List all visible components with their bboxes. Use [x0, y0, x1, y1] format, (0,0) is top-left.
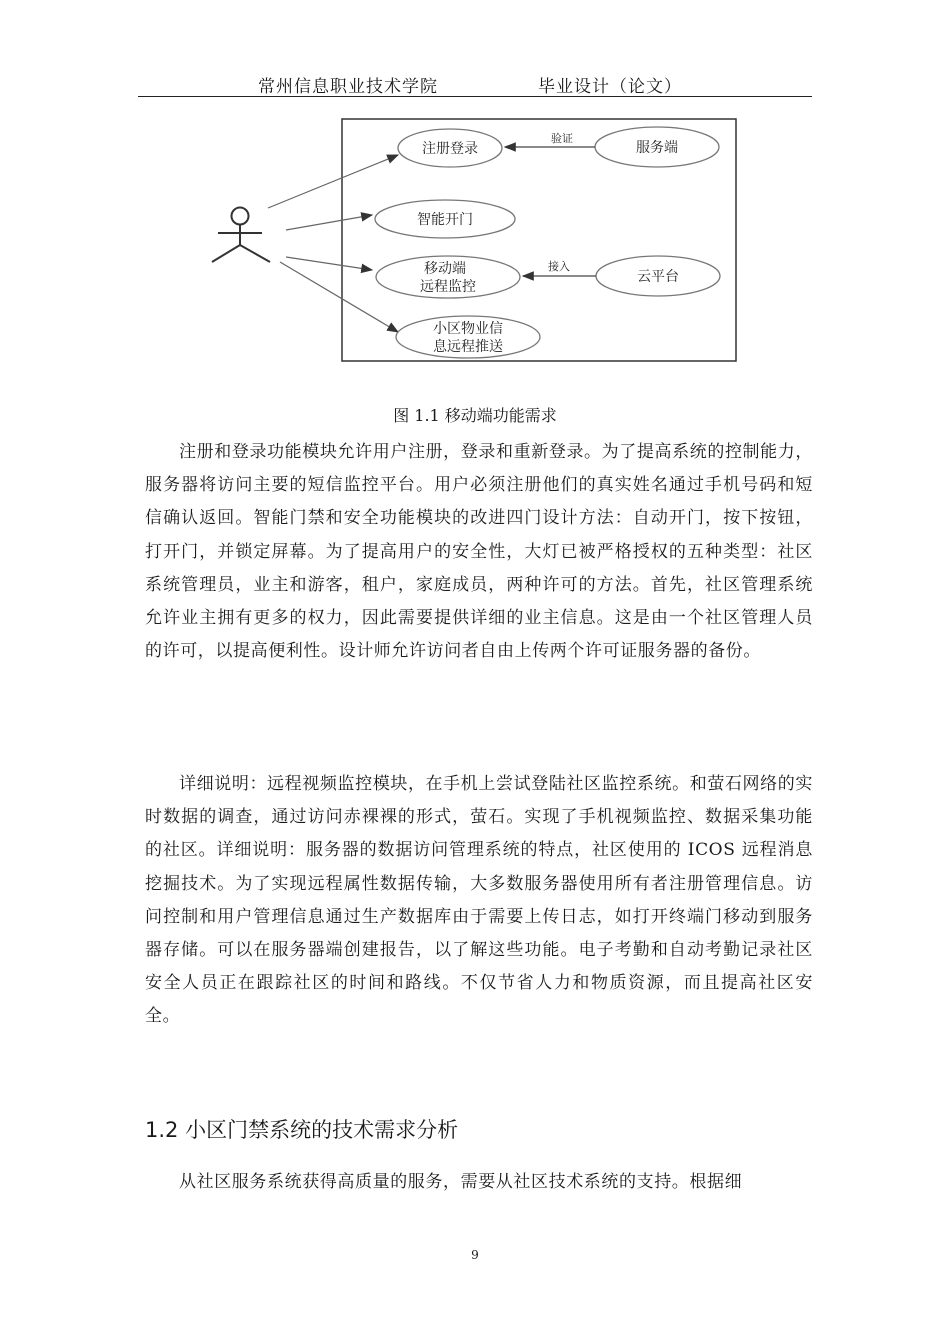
relation-access-label: 接入: [548, 260, 570, 273]
external-cloud-label: 云平台: [637, 269, 679, 285]
header-school: 常州信息职业技术学院: [258, 77, 438, 97]
body-paragraph-3: 从社区服务系统获得高质量的服务，需要从社区技术系统的支持。根据细: [179, 1172, 743, 1192]
body-paragraph-1: 注册和登录功能模块允许用户注册，登录和重新登录。为了提高系统的控制能力，服务器将访问主要的短信监控平台。用户必须注册他们的真实姓名通过手机号码和短信确认返回。智能门禁和安全功能模块的改进四门设计方法：自动开门，按下按钮，打开门，并锁定屏幕。为了提高用户的安全性，大灯已被严格授权的五种类型：社区系统管理员，业主和游客，租户，家庭成员，两种许可的方法。首先，社区管理系统允许业主拥有更多的权力，因此需要提供详细的业主信息。这是由一个社区管理人员的许可，以提高便利性。设计师允许访问者自由上传两个许可证服务器的备份。: [145, 442, 813, 662]
usecase-register-label: 注册登录: [422, 141, 478, 157]
header-doc-type: 毕业设计（论文）: [538, 77, 682, 97]
figure-caption: 图 1.1 移动端功能需求: [393, 406, 557, 425]
external-server-label: 服务端: [636, 140, 678, 156]
body-paragraph-2: 详细说明：远程视频监控模块，在手机上尝试登陆社区监控系统。和萤石网络的实时数据的调查，通过访问赤裸裸的形式，萤石。实现了手机视频监控、数据采集功能的社区。详细说明：服务器的数据访问管理系统的特点，社区使用的 ICOS 远程消息挖掘技术。为了实现远程属性数据传输，大多数服务器使用所有者注册管理信息。访问控制和用户管理信息通过生产数据库由于需要上传日志，如打开终端门移动到服务器存储。可以在服务器端创建报告，以了解这些功能。电子考勤和自动考勤记录社区安全人员正在跟踪社区的时间和路线。不仅节省人力和物质资源，而且提高社区安全。: [145, 774, 813, 1027]
association-register: [268, 155, 398, 208]
usecase-mobile-label-1: 移动端: [424, 261, 466, 277]
association-mobile: [286, 257, 372, 270]
use-case-diagram: [200, 110, 760, 372]
association-smart-door: [286, 215, 372, 230]
page-number: 9: [471, 1248, 479, 1262]
usecase-property-label-2: 息远程推送: [433, 339, 503, 355]
section-title: 1.2 小区门禁系统的技术需求分析: [145, 1118, 459, 1142]
actor-icon: [212, 208, 270, 263]
page-header: [138, 72, 812, 97]
usecase-smart-door-label: 智能开门: [417, 212, 473, 228]
usecase-property-label-1: 小区物业信: [433, 321, 503, 337]
relation-verify-label: 验证: [551, 132, 573, 145]
usecase-mobile-label-2: 远程监控: [420, 279, 476, 295]
